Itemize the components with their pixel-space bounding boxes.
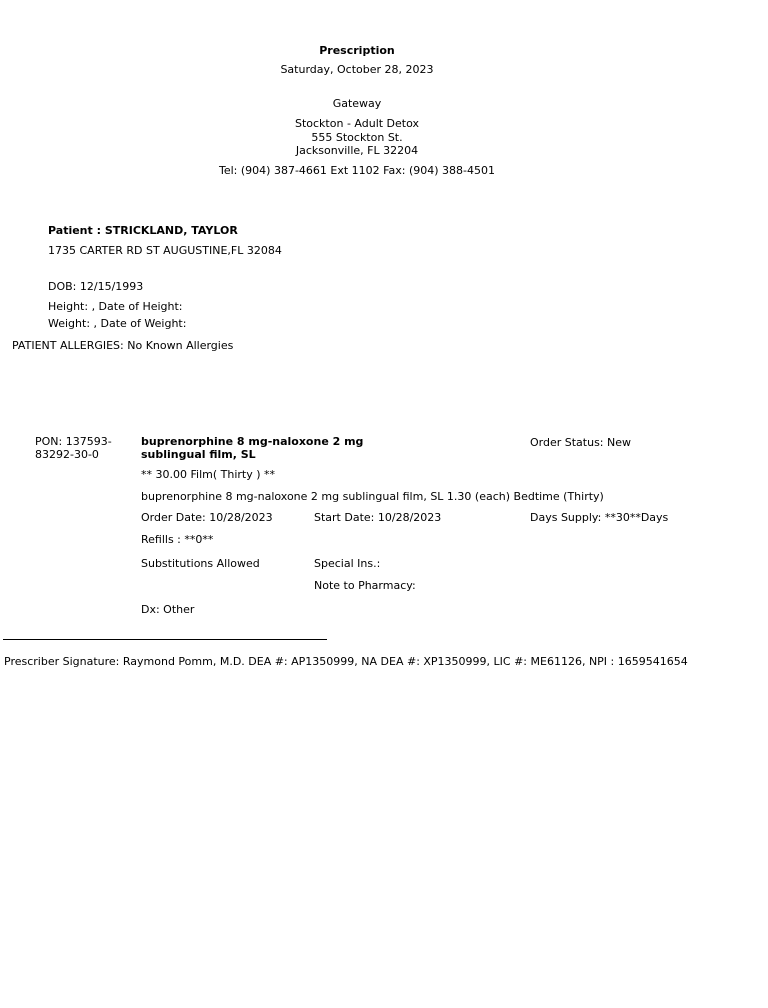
patient-dob: DOB: 12/15/1993: [48, 280, 144, 293]
organization-name: Gateway: [332, 97, 382, 110]
order-sig: buprenorphine 8 mg-naloxone 2 mg sublingual film, SL 1.30 (each) Bedtime (Thirty): [141, 490, 604, 503]
diagnosis: Dx: Other: [141, 603, 195, 616]
document-date: Saturday, October 28, 2023: [280, 63, 434, 76]
facility-contact: Tel: (904) 387-4661 Ext 1102 Fax: (904) 388-4501: [219, 164, 495, 177]
facility-name: Stockton - Adult Detox: [294, 117, 420, 130]
patient-height: Height: , Date of Height:: [48, 300, 183, 313]
order-quantity: ** 30.00 Film( Thirty ) **: [141, 468, 276, 481]
order-status: Order Status: New: [530, 436, 632, 449]
document-title: Prescription: [319, 44, 395, 57]
refills: Refills : **0**: [141, 533, 214, 546]
order-date: Order Date: 10/28/2023: [141, 511, 273, 524]
prescriber-signature: Prescriber Signature: Raymond Pomm, M.D. DEA #: AP1350999, NA DEA #: XP1350999, LIC #: ME61126, NPI : 1659541654: [4, 655, 688, 668]
days-supply: Days Supply: **30**Days: [530, 511, 669, 524]
facility-city: Jacksonville, FL 32204: [295, 144, 419, 157]
start-date: Start Date: 10/28/2023: [314, 511, 442, 524]
patient-address: 1735 CARTER RD ST AUGUSTINE,FL 32084: [48, 244, 282, 257]
patient-weight: Weight: , Date of Weight:: [48, 317, 187, 330]
drug-name: buprenorphine 8 mg-naloxone 2 mg sublingual film, SL: [141, 435, 364, 461]
substitutions: Substitutions Allowed: [141, 557, 260, 570]
patient-name: Patient : STRICKLAND, TAYLOR: [48, 224, 238, 237]
patient-allergies: PATIENT ALLERGIES: No Known Allergies: [12, 339, 234, 352]
note-to-pharmacy: Note to Pharmacy:: [314, 579, 416, 592]
signature-line: [3, 639, 327, 640]
facility-street: 555 Stockton St.: [311, 131, 403, 144]
order-pon: PON: 137593-83292-30-0: [35, 435, 112, 461]
special-instructions: Special Ins.:: [314, 557, 381, 570]
